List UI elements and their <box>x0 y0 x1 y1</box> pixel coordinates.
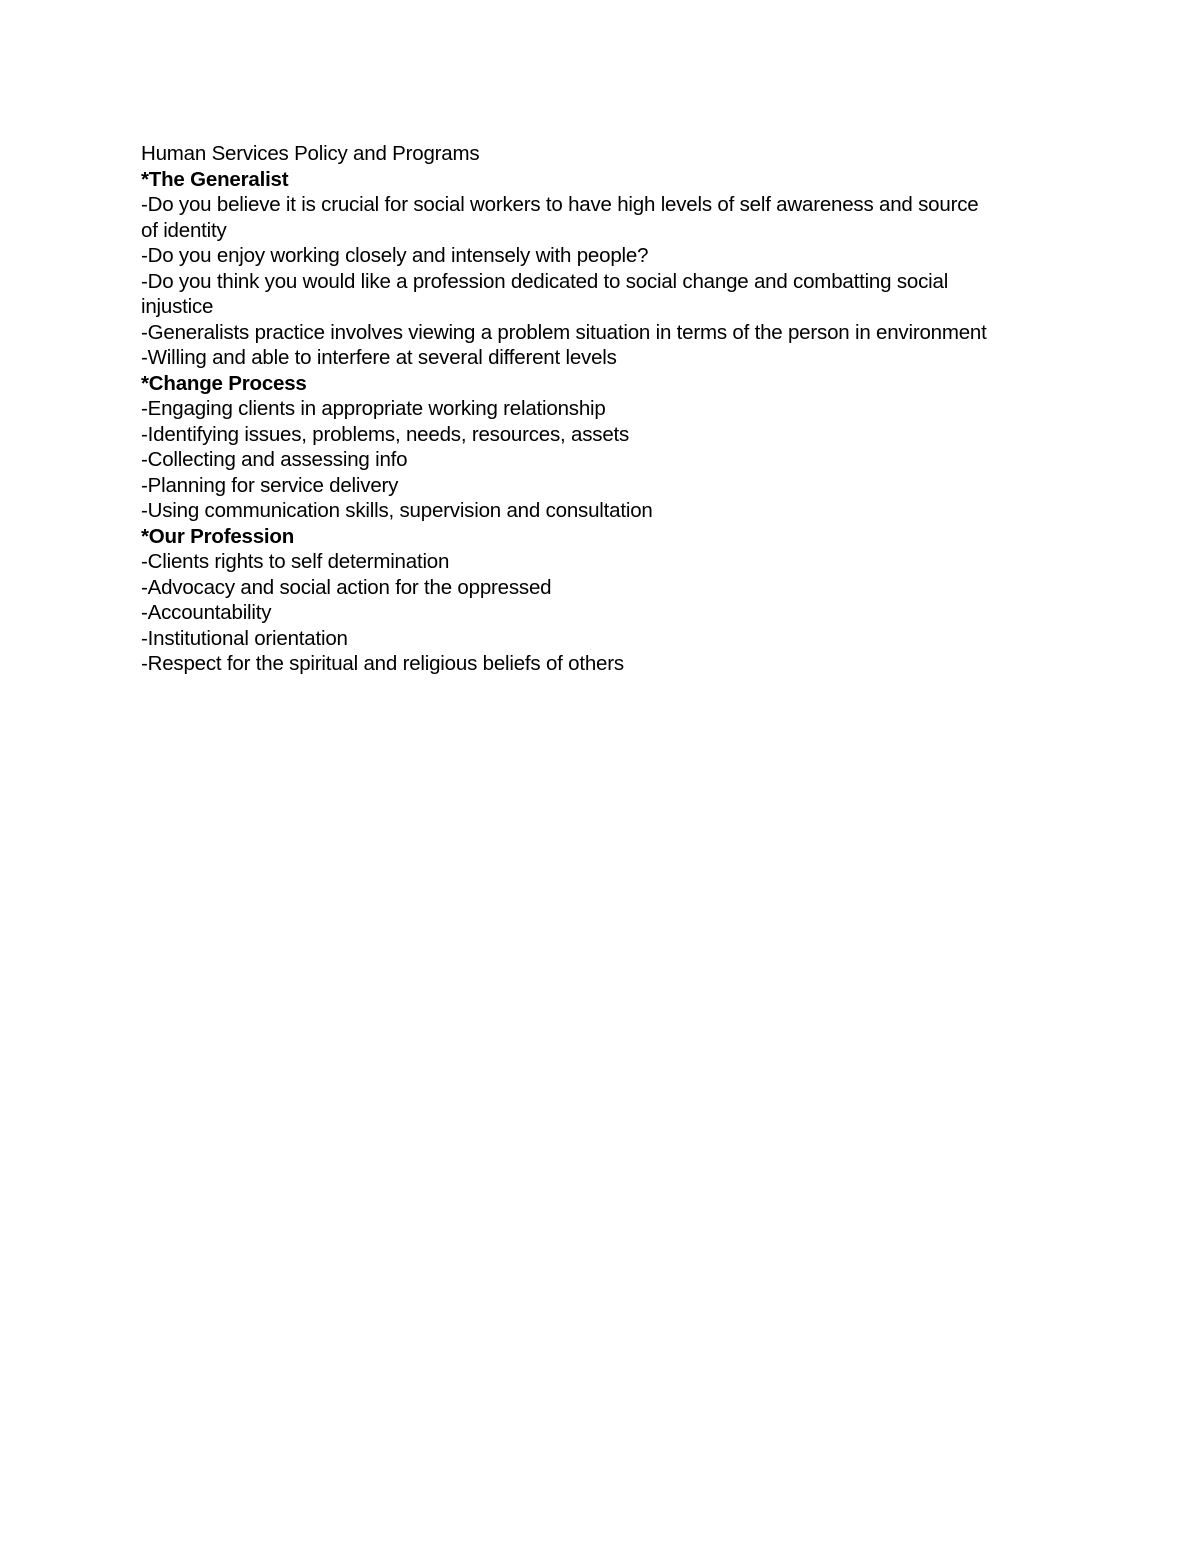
document-body <box>141 141 1071 677</box>
section-heading-generalist: *The Generalist <box>141 167 289 191</box>
list-item: -Willing and able to interfere at several different levels <box>141 346 617 369</box>
list-item: -Advocacy and social action for the oppressed <box>141 575 552 599</box>
list-item: -Generalists practice involves viewing a problem situation in terms of the person in environment <box>141 320 987 344</box>
list-item: -Respect for the spiritual and religious beliefs of others <box>141 652 624 675</box>
section-heading-our-profession: *Our Profession <box>141 524 295 548</box>
list-item: -Do you enjoy working closely and intensely with people? <box>141 244 649 267</box>
list-item: -Planning for service delivery <box>141 473 399 497</box>
list-item: -Accountability <box>141 601 272 624</box>
section-heading-change-process: *Change Process <box>141 371 307 395</box>
list-item: -Clients rights to self determination <box>141 550 450 573</box>
list-item: -Identifying issues, problems, needs, resources, assets <box>141 422 630 446</box>
list-item: of identity <box>141 218 227 242</box>
list-item: -Collecting and assessing info <box>141 448 408 471</box>
list-item: -Do you believe it is crucial for social workers to have high levels of self awareness and source <box>141 193 979 216</box>
document-title: Human Services Policy and Programs <box>141 142 480 165</box>
list-item: -Engaging clients in appropriate working relationship <box>141 397 606 420</box>
list-item: -Institutional orientation <box>141 626 348 650</box>
list-item: -Using communication skills, supervision and consultation <box>141 499 653 522</box>
list-item: injustice <box>141 295 214 318</box>
list-item: -Do you think you would like a profession dedicated to social change and combatting social <box>141 269 949 293</box>
